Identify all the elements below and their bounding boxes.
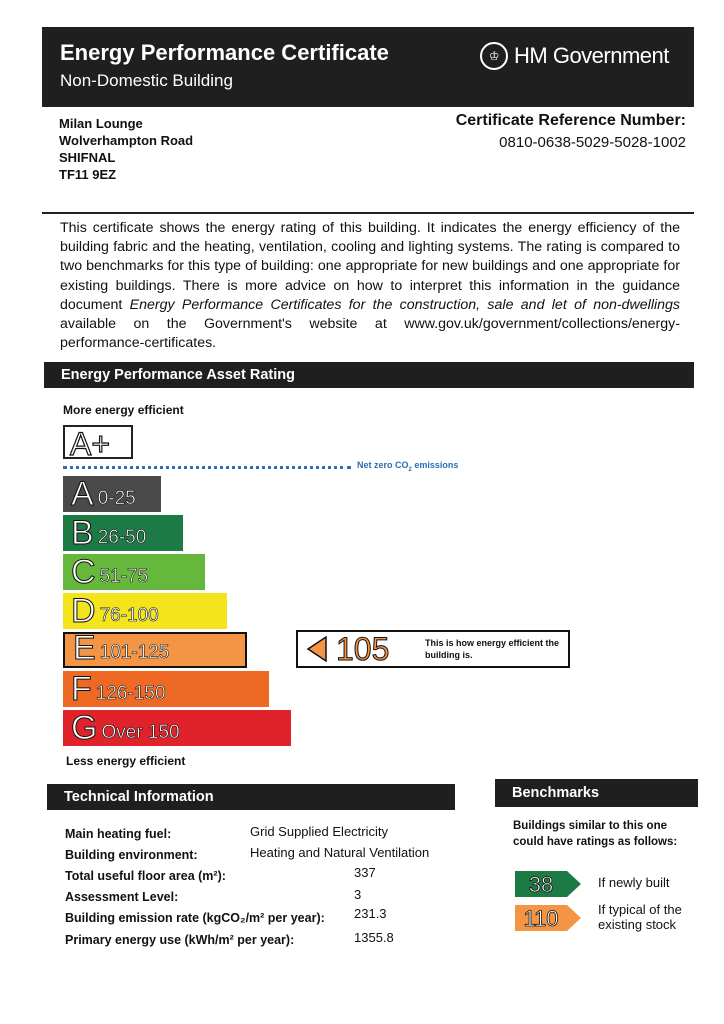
more-efficient-label: More energy efficient [63,403,184,417]
tech-row-label: Primary energy use (kWh/m² per year): [65,933,295,947]
band-range: 126-150 [95,683,166,704]
guidance-document-title: Energy Performance Certificates for the construction, sale and let of non-dwellings [129,296,681,313]
address-line: TF11 9EZ [59,167,117,182]
band-letter: E [73,629,96,667]
benchmarks-intro: Buildings similar to this one could have ratings as follows: [513,820,678,848]
rating-band-f [63,671,269,707]
tech-row-value: Heating and Natural Ventilation [250,845,430,860]
asset-rating-heading: Energy Performance Asset Rating [44,362,694,388]
band-letter: B [71,514,94,552]
divider [42,212,694,214]
government-name: HM Government [514,43,669,68]
band-range: Over 150 [101,722,180,743]
intro-paragraph [60,219,680,353]
net-zero-suffix: emissions [411,460,459,470]
benchmark-arrow [515,870,583,898]
tech-row-label: Building emission rate (kgCO₂/m² per year): [65,911,325,925]
address-line: SHIFNAL [59,150,116,165]
net-zero-line [63,466,351,469]
intro-text-end: available on the Government's website at www.gov.uk/government/collections/energy-performance-certificates. [60,316,680,352]
band-range: 76-100 [99,605,159,626]
aplus-band: A+ [63,425,133,459]
certificate-title: Energy Performance Certificate [60,40,389,65]
band-range: 51-75 [99,566,149,587]
crown-crest-icon: ♔ [480,42,508,70]
net-zero-text: Net zero CO [357,460,409,470]
rating-band-c [63,554,205,590]
tech-row-value: 3 [354,887,362,902]
reference-number: 0810-0638-5029-5028-1002 [499,134,686,151]
header-banner [42,27,694,107]
address-line: Milan Lounge [59,116,143,131]
band-letter: D [71,592,96,630]
benchmark-value: 110 [523,906,559,931]
less-efficient-label: Less energy efficient [66,754,186,768]
rating-band-a [63,476,161,512]
benchmarks-heading: Benchmarks [495,779,698,807]
current-rating-indicator [296,630,570,668]
rating-arrow-icon [302,636,328,662]
tech-row-label: Building environment: [65,848,198,862]
rating-band-e [63,629,247,668]
benchmark-arrow [515,904,583,932]
band-letter: C [71,553,96,591]
intro-text: This certificate shows the energy rating of this building. It indicates the energy efficiency of the building fabric and the heating, ventilation, cooling and lighting systems. The rating is compared to two benchmarks for this type of building: one appropriate for new buildings and one appropriate for existing buildings. There is more advice on how to interpret this information in the guidance document [60,220,680,313]
tech-row-label: Main heating fuel: [65,827,172,841]
tech-row-value: Grid Supplied Electricity [250,824,388,839]
net-zero-label [357,460,458,473]
rating-band-d [63,593,227,629]
tech-row-value: 337 [354,865,376,880]
benchmark-value: 38 [528,872,554,897]
certificate-subtitle: Non-Domestic Building [60,71,233,90]
net-zero-subscript: 2 [408,466,412,473]
technical-info-heading: Technical Information [47,784,455,810]
band-letter: F [71,670,92,708]
band-range: 26-50 [97,527,147,548]
tech-row-label: Assessment Level: [65,890,179,904]
rating-band-b [63,515,183,551]
rating-band-g [63,710,291,746]
benchmark-label: If newly built [598,875,670,890]
tech-row-value: 1355.8 [354,930,394,945]
government-logo [480,42,669,70]
rating-value: 105 [336,631,390,667]
rating-description: This is how energy efficient the building is. [425,638,560,660]
band-letter: G [71,709,98,747]
benchmark-label: If typical of the existing stock [598,902,682,932]
band-letter: A [71,475,94,513]
building-address [59,115,193,183]
address-line: Wolverhampton Road [59,133,194,148]
band-range: 101-125 [99,642,170,663]
band-range: 0-25 [97,488,136,509]
reference-label: Certificate Reference Number: [455,112,686,129]
tech-row-label: Total useful floor area (m²): [65,869,226,883]
tech-row-value: 231.3 [354,906,387,921]
